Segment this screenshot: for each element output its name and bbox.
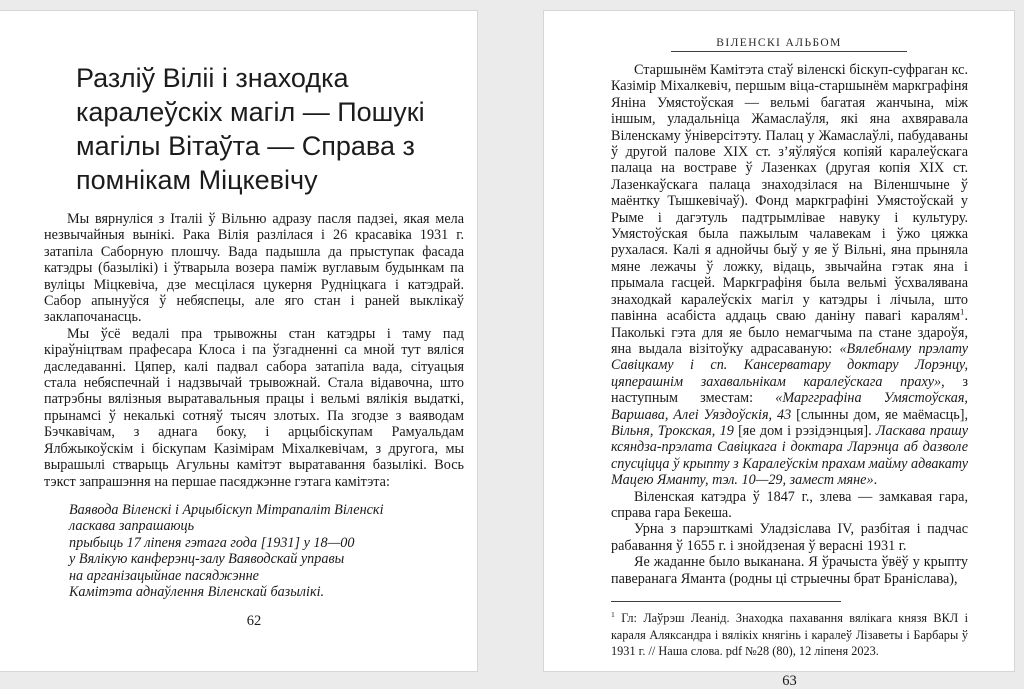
page-number-right: 63: [782, 672, 797, 689]
running-header-rule: [671, 51, 907, 52]
text-run: .: [873, 472, 878, 489]
text-run: «Вялебнаму прэлату Савіцкаму і сп. Кансерватару доктару Лорэнцу, цяперашнім захавальнікам каралеўскага праху»: [611, 340, 969, 390]
left-page-paragraphs: [44, 211, 464, 490]
page-left: [0, 10, 478, 672]
text-line: магілы Вітаўта — Справа з: [76, 131, 415, 161]
text-run: Гл: Лаўрэш Леанід. Знаходка пахавання вялікага князя ВКЛ і караля Аляксандра і вялікіх княгінь і каралеў Лізаветы і Барбары ў 1931 г. // Наша слова. pdf №28 (80), 12 ліпеня 2023.: [611, 611, 968, 658]
paragraph: [611, 554, 968, 587]
text-run: Мы вярнуліся з Італіі ў Вільню адразу пасля падзеі, якая мела незвычайныя вынікі. Рака Вілія разлілася і 26 красавіка 1931 г. затапіла Саборную плошчу. Вада падышла да прыступак фасада катэдры (базылікі) і ўтварыла возера паміж вуглавым будынкам па вуліцы Міцкевіча, дзе месцілася цукерня Рудніцкага і катэдрай. Сабор апынуўся ў небяспецы, але яго стан і раней выклікаў заклапочанасць.: [44, 211, 464, 326]
text-run: «Маргграфіна Умястоўская, Варшава, Алеі Уяздоўскія, 43: [611, 390, 968, 423]
right-page-body: [611, 62, 968, 689]
text-run: Ласкава прашу ксяндза-прэлата Савіцкага і доктара Ларэнца аб дазволе спусціцца ў крыпту з Каралеўскім прахам майму адвакату Мацею Яманту, тэл. 10—29, замест мяне»: [611, 422, 968, 489]
invitation-block: [69, 502, 464, 600]
footnote: [611, 610, 968, 660]
text-line: на арганізацыйнае пасяджэнне: [69, 567, 259, 584]
text-line: помнікам Міцкевічу: [76, 165, 318, 195]
text-run: Яе жаданне было выканана. Я ўрачыста ўвёў у крыпту паверанага Яманта (родны ці стрыечны брат Браніслава),: [611, 554, 968, 587]
text-run: Вільня, Трокская, 19: [611, 422, 739, 439]
text-run: [яе дом і рэзідэнцыя].: [738, 422, 876, 439]
page-right: [543, 10, 1015, 689]
text-line: прыбыць 17 ліпеня гэтага года [1931] у 18—00: [69, 534, 355, 551]
paragraph: [611, 489, 968, 522]
footnote-rule: [611, 601, 841, 602]
footnote-marker: 1: [611, 609, 615, 619]
text-run: Мы ўсё ведалі пра трывожны стан катэдры і таму пад кіраўніцтвам прафесара Клоса і па ўзгадненні са мной тут вяліся даследаванні. Цяпер, калі падвал сабора затапіла вада, сітуацыя стала небяспечнай і надзвычай трывожнай. Стала відавочна, што патрэбны вялізныя выратавальныя працы і вельмі вялікія выдаткі, прынамсі ў некалькі сотняў тысяч злотых. Па згодзе з ваяводам Бэчкавічам, з аднага боку, і арцыбіскупам Рамуальдам Ялбжыкоўскім і біскупам Казімірам Міхалкевічам, з другога, мы вырашылі стварыць Агульны камітэт выратавання базылікі. Вось тэкст запрашэння на першае пасяджэнне гэтага камітэта:: [44, 325, 464, 490]
left-page-body: [44, 211, 464, 630]
paragraph: [44, 326, 464, 490]
text-line: Разліў Віліі і знаходка: [76, 63, 349, 93]
text-line: у Вялікую канферэнц-залу Ваяводскай управы: [69, 551, 345, 568]
text-run: Старшынём Камітэта стаў віленскі біскуп-суфраган кс. Казімір Міхалкевіч, першым віца-старшынём маркграфіня Яніна Умястоўская — вельмі багатая жанчына, між іншым, уладальніца Жамаслаўля, які яна ахвяравала Віленскаму ўніверсітэту. Палац у Жамаслаўлі, пабудаваны ў другой палове XIX ст. з’яўляўся копіяй каралеўскага палаца на востраве ў Лазенках (другая копія XIX ст. Лазенкаўскага палаца знаходзілася на Віленшчыне ў маёнтку Тышкевічаў). Фонд маркграфіні Умястоўскай у Рыме і дагэтуль падтрымлівае навуку і культуру. Умястоўская была пажылым чалавекам і ўжо цяжка рухалася. Калі я аднойчы быў у яе ў Вільні, яна прыняла мяне лежачы ў ложку, відаць, звычайна гэтак яна і прымала гасцей. Маркграфіня была вельмі ўсхвалявана знаходкай каралеўскіх магіл у катэдры і лічыла, што павінна асабіста аддаць сваю даніну павагі каралям: [611, 62, 968, 325]
paragraph: [611, 521, 968, 554]
text-line: каралеўскіх магіл — Пошукі: [76, 97, 425, 127]
chapter-title: [76, 61, 456, 197]
footnote-marker: 1: [960, 306, 965, 317]
text-line: ласкава запрашаюць: [69, 518, 195, 535]
text-line: Камітэта аднаўлення Віленскай базылікі.: [69, 583, 325, 600]
text-run: [слынны дом, яе маёмасць],: [796, 406, 968, 423]
text-line: Ваявода Віленскі і Арцыбіскуп Мітрапаліт Віленскі: [69, 501, 384, 518]
text-run: , з наступным зместам:: [611, 373, 968, 407]
paragraph: [44, 211, 464, 326]
paragraph: [611, 610, 968, 660]
running-header: ВІЛЕНСКІ АЛЬБОМ: [716, 37, 842, 49]
page-number-left: 62: [246, 613, 262, 630]
text-run: Урна з парэшткамі Уладзіслава IV, разбітая і падчас рабавання ў 1655 г. і знойдзеная ў верасні 1931 г.: [611, 521, 968, 554]
text-run: Віленская катэдра ў 1847 г., злева — замкавая гара, справа гара Бекеша.: [611, 488, 968, 521]
text-run: . Паколькі гэта для яе было немагчыма па стане здароўя, яна выдала візітоўку адрасаваную:: [611, 308, 968, 357]
right-page-paragraphs: [611, 62, 968, 587]
paragraph: [611, 62, 968, 489]
